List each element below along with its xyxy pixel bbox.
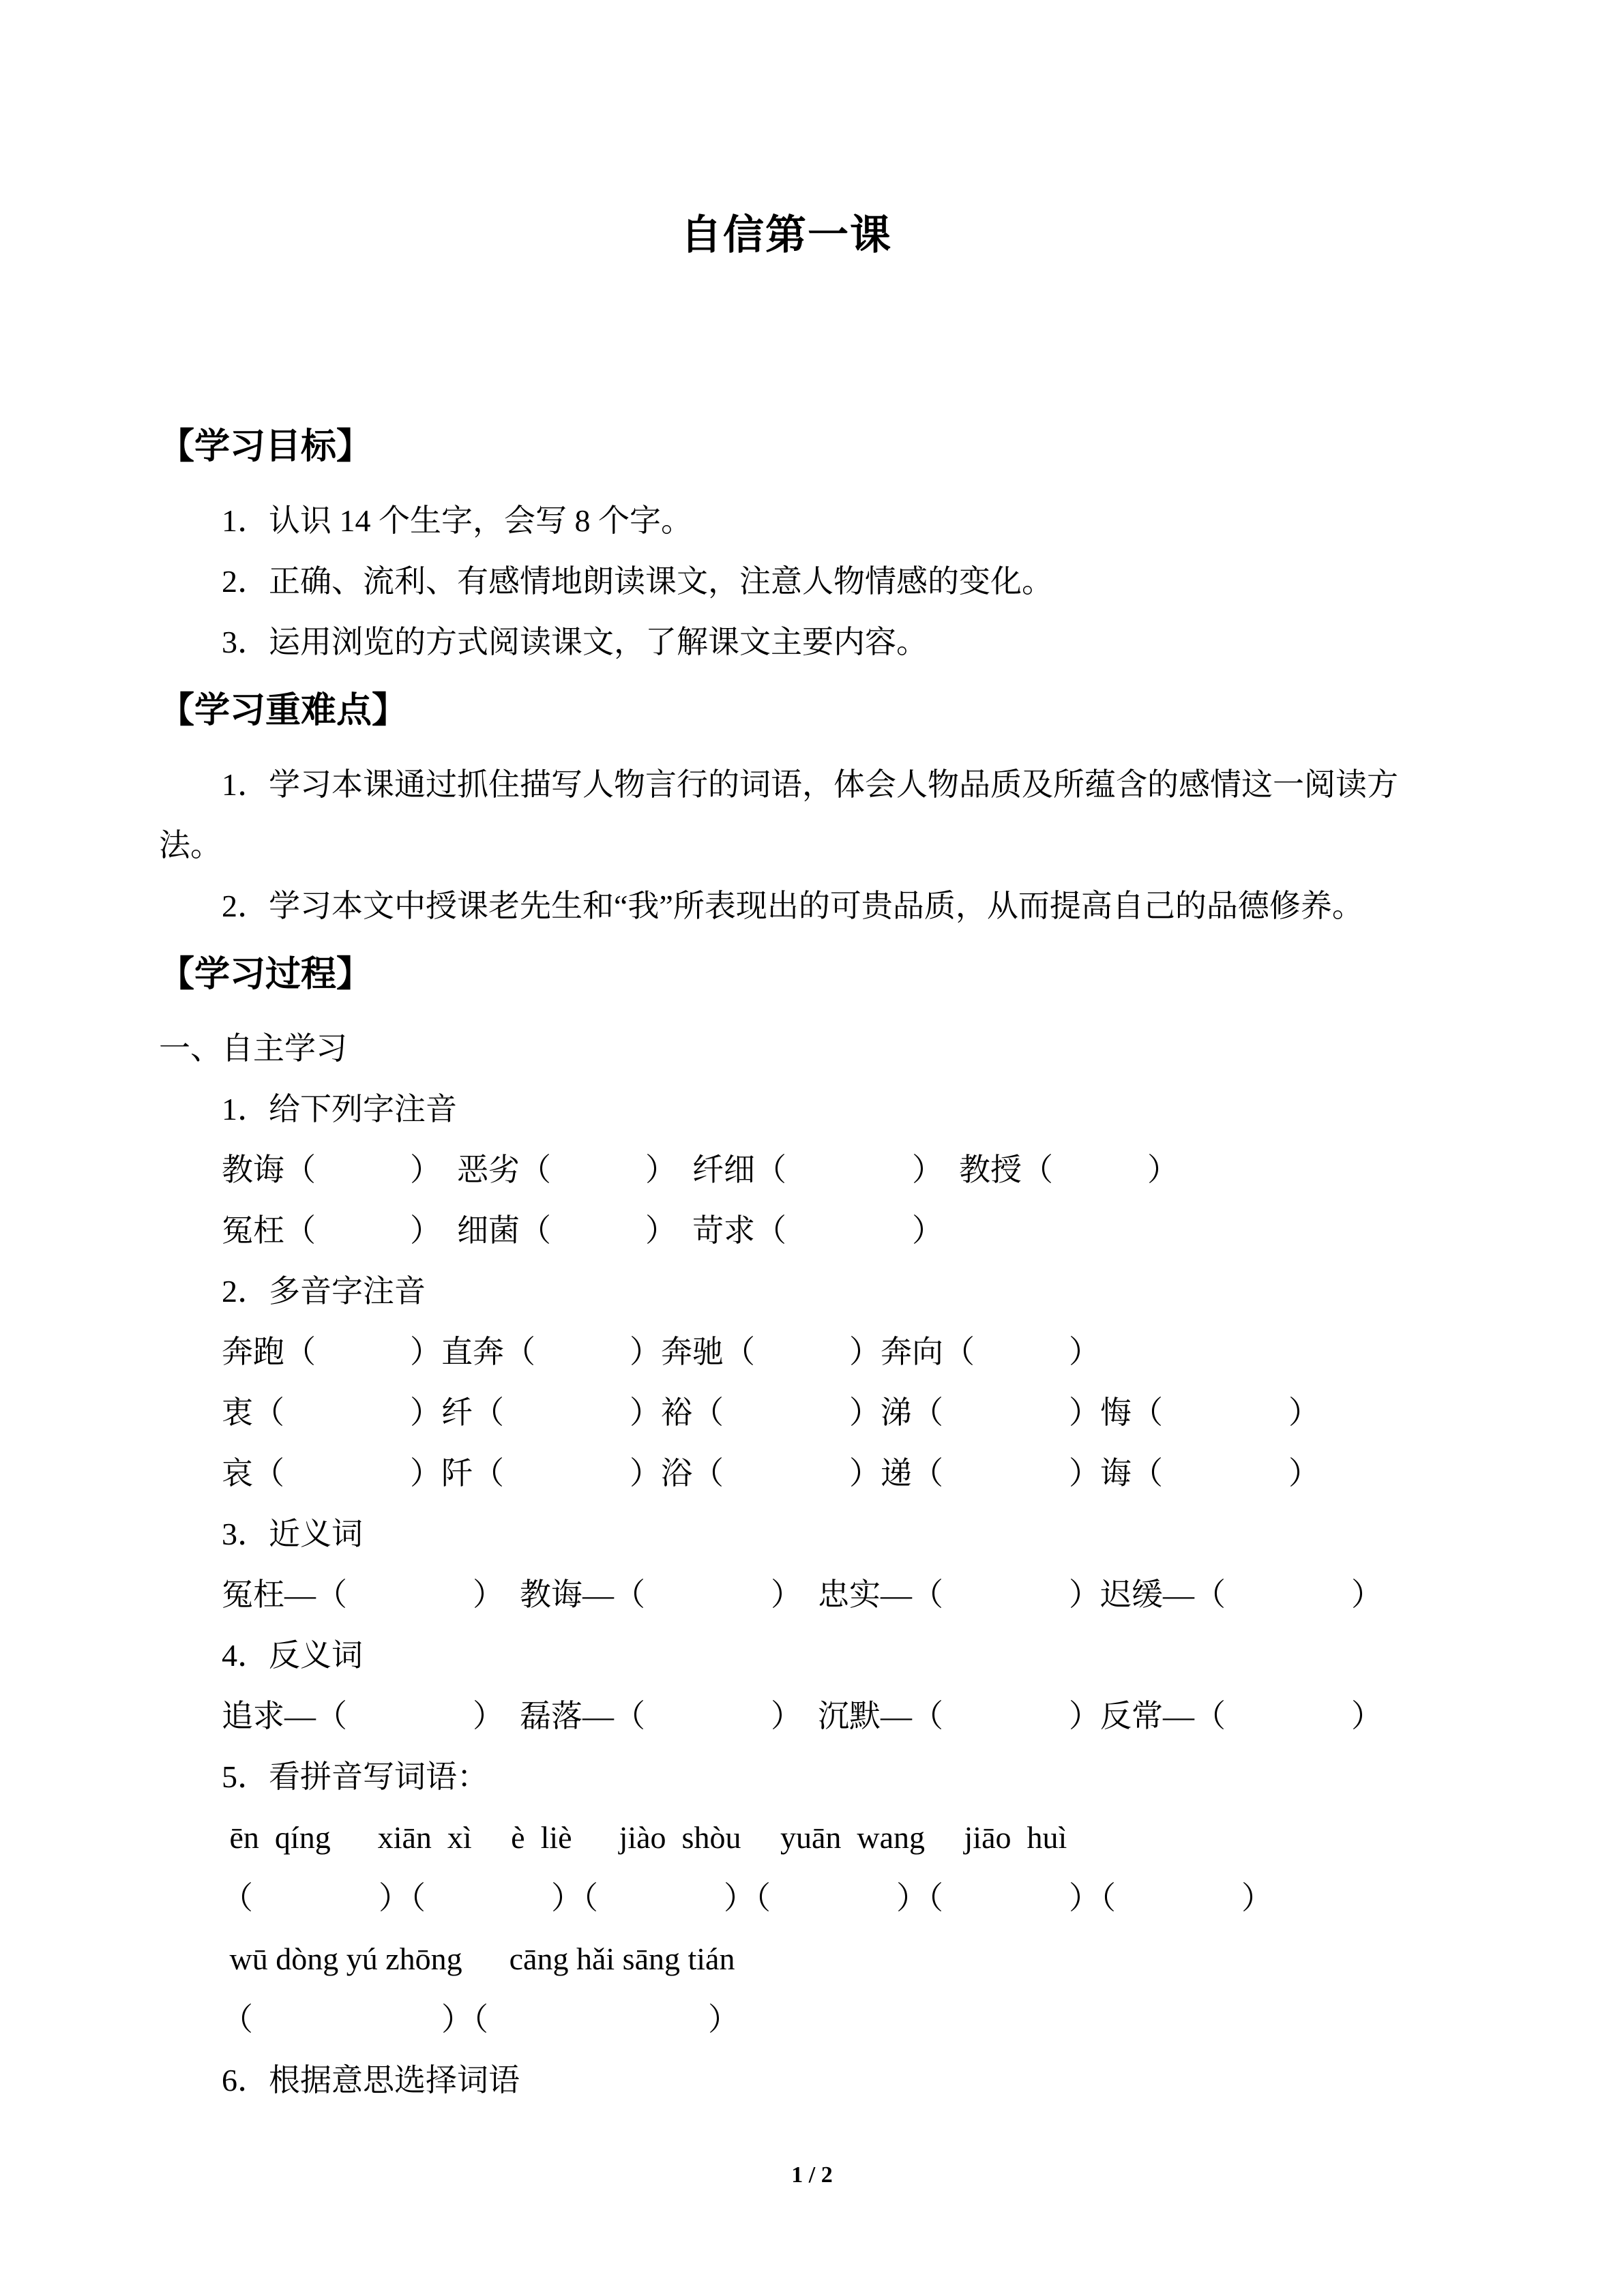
- process-line-pinyin-row-2: wū dòng yú zhōng cāng hǎi sāng tián: [222, 1941, 735, 1976]
- process-line-blanks-row-1: （ ）（ ）（ ）（ ）（ ）（ ）: [222, 1881, 1273, 1915]
- page-title: 自信第一课: [681, 212, 892, 258]
- objectives-item-1: 1．认识 14 个生字，会写 8 个字。: [222, 503, 692, 538]
- process-line-antonyms-task: 4．反义词: [222, 1638, 363, 1673]
- process-line-polyphone-words-1: 奔跑（ ）直奔（ ）奔驰（ ）奔向（ ）: [222, 1335, 1100, 1369]
- key-points-heading: 【学习重难点】: [159, 691, 408, 730]
- objectives-heading: 【学习目标】: [159, 427, 372, 466]
- process-line-pinyin-words-2: 冤枉（ ） 细菌（ ） 苛求（ ）: [222, 1213, 943, 1248]
- process-line-polyphone-words-2: 衷（ ）纤（ ）裕（ ）涕（ ）悔（ ）: [222, 1395, 1320, 1430]
- process-line-pinyin-task: 1．给下列字注音: [222, 1092, 457, 1127]
- key-points-paragraph-2: 2．学习本文中授课老先生和“我”所表现出的可贵品质，从而提高自己的品德修养。: [222, 889, 1363, 923]
- process-line-choose-words-task: 6．根据意思选择词语: [222, 2063, 520, 2098]
- process-line-pinyin-words-1: 教诲（ ） 恶劣（ ） 纤细（ ） 教授（ ）: [222, 1152, 1179, 1187]
- process-line-polyphone-task: 2．多音字注音: [222, 1274, 426, 1309]
- key-points-paragraph-1: 1．学习本课通过抓住描写人物言行的词语，体会人物品质及所蕴含的感情这一阅读方法。: [159, 767, 1398, 863]
- objectives-item-2: 2．正确、流利、有感情地朗读课文，注意人物情感的变化。: [222, 564, 1053, 599]
- objectives-item-3: 3．运用浏览的方式阅读课文，了解课文主要内容。: [222, 625, 928, 659]
- process-heading: 【学习过程】: [159, 955, 372, 994]
- process-line-antonyms-words: 追求—（ ） 磊落—（ ） 沉默—（ ）反常—（ ）: [222, 1699, 1383, 1733]
- process-line-write-words-task: 5．看拼音写词语：: [222, 1759, 488, 1794]
- process-subheading: 一、自主学习: [159, 1031, 347, 1066]
- process-line-synonyms-task: 3．近义词: [222, 1517, 363, 1551]
- process-line-blanks-row-2: （ ）（ ）: [222, 2002, 739, 2037]
- page-number: 1 / 2: [791, 2162, 833, 2188]
- process-line-synonyms-words: 冤枉—（ ） 教诲—（ ） 忠实—（ ）迟缓—（ ）: [222, 1577, 1383, 1612]
- process-line-pinyin-row-1: ēn qíng xiān xì è liè jiào shòu yuān wang jiāo huì: [222, 1820, 1067, 1855]
- process-line-polyphone-words-3: 哀（ ）阡（ ）浴（ ）递（ ）诲（ ）: [222, 1456, 1320, 1491]
